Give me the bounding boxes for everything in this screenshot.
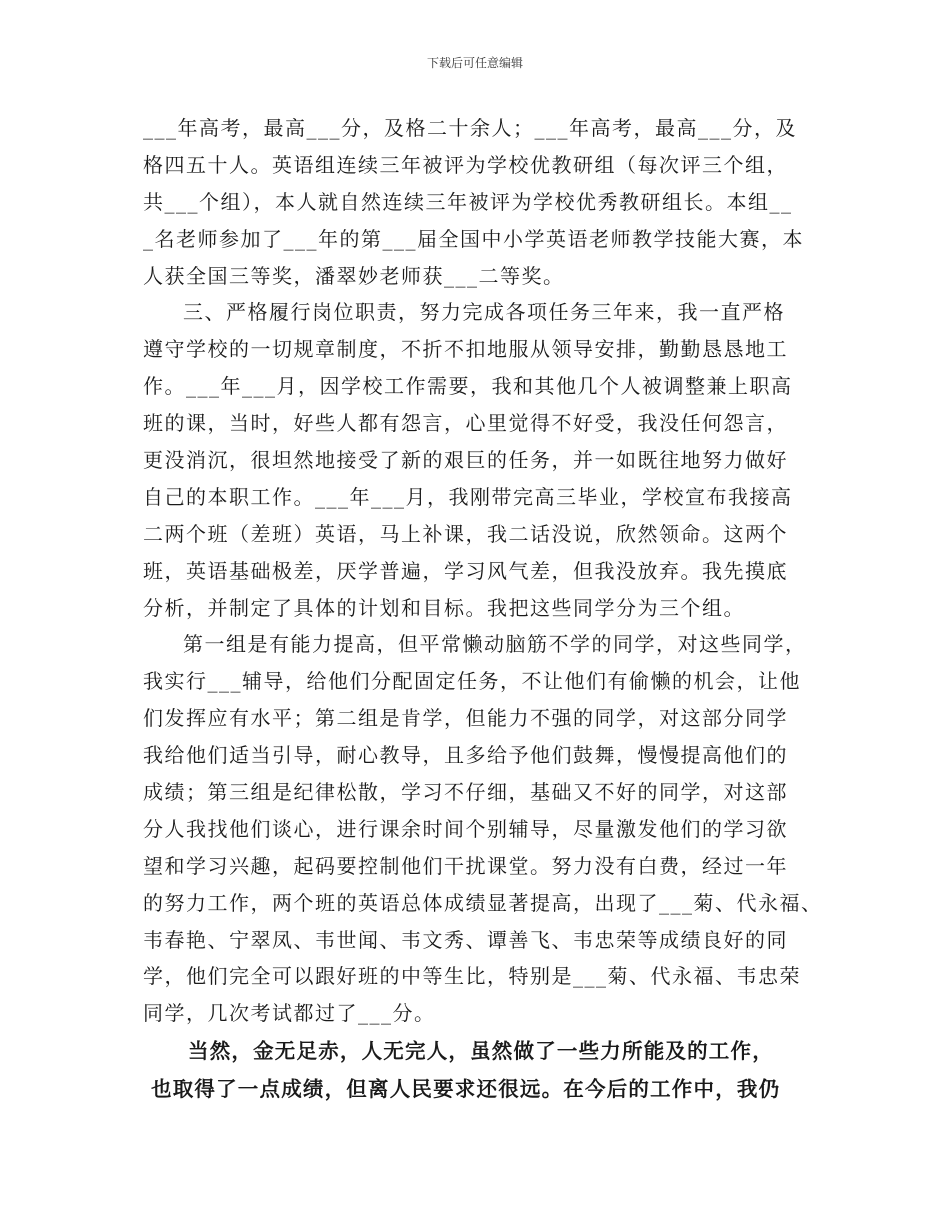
document-body: [143, 110, 823, 1032]
text-line: 我实行___辅导，给他们分配固定任务，不让他们有偷懒的机会，让他: [143, 669, 801, 694]
text-line: 格四五十人。英语组连续三年被评为学校优教研组（每次评三个组，: [143, 152, 788, 177]
text-line: 学，他们完全可以跟好班的中等生比，特别是___菊、代永福、韦忠荣: [143, 964, 801, 989]
text-line: 人获全国三等奖，潘翠妙老师获___二等奖。: [143, 263, 565, 288]
text-line: 遵守学校的一切规章制度，不折不扣地服从领导安排，勤勤恳恳地工: [143, 337, 788, 362]
text-line: ___年高考，最高___分，及格二十余人；___年高考，最高___分，及: [143, 116, 797, 140]
text-line: 分人我找他们谈心，进行课余时间个别辅导，尽量激发他们的学习欲: [143, 816, 788, 841]
text-line: 共___个组），本人就自然连续三年被评为学校优秀教研组长。本组__: [143, 189, 793, 214]
text-line: 第一组是有能力提高，但平常懒动脑筋不学的同学，对这些同学，: [183, 632, 807, 657]
closing-paragraph: [143, 1032, 823, 1108]
text-line: 班，英语基础极差，厌学普遍，学习风气差，但我没放弃。我先摸底: [143, 558, 788, 583]
text-line: 分析，并制定了具体的计划和目标。我把这些同学分为三个组。: [143, 595, 745, 620]
text-line: 望和学习兴趣，起码要控制他们干扰课堂。努力没有白费，经过一年: [143, 853, 788, 878]
text-line: 韦春艳、宁翠凤、韦世闻、韦文秀、谭善飞、韦忠荣等成绩良好的同: [143, 927, 788, 952]
text-line: 的努力工作，两个班的英语总体成绩显著提高，出现了___菊、代永福、: [143, 890, 823, 915]
closing-line: 也取得了一点成绩，但离人民要求还很远。在今后的工作中，我仍: [151, 1077, 781, 1101]
text-line: 三、严格履行岗位职责，努力完成各项任务三年来，我一直严格: [183, 300, 785, 325]
text-line: 同学，几次考试都过了___分。: [143, 1001, 436, 1026]
text-line: 作。___年___月，因学校工作需要，我和其他几个人被调整兼上职高: [143, 374, 793, 399]
text-line: 更没消沉，很坦然地接受了新的艰巨的任务，并一如既往地努力做好: [143, 448, 788, 473]
text-line: 们发挥应有水平；第二组是肯学，但能力不强的同学，对这部分同学: [143, 706, 788, 731]
text-line: 自己的本职工作。___年___月，我刚带完高三毕业，学校宣布我接高: [143, 484, 793, 509]
text-line: _名老师参加了___年的第___届全国中小学英语老师教学技能大赛，本: [143, 226, 804, 251]
text-line: 我给他们适当引导，耐心教导，且多给予他们鼓舞，慢慢提高他们的: [143, 743, 788, 768]
text-line: 二两个班（差班）英语，马上补课，我二话没说，欣然领命。这两个: [143, 521, 788, 546]
text-line: 成绩；第三组是纪律松散，学习不仔细，基础又不好的同学，对这部: [143, 780, 788, 805]
closing-line: 当然，金无足赤，人无完人，虽然做了一些力所能及的工作，: [188, 1039, 774, 1063]
page-header: 下载后可任意编辑: [426, 56, 523, 70]
text-line: 班的课，当时，好些人都有怨言，心里觉得不好受，我没任何怨言，: [143, 411, 788, 436]
